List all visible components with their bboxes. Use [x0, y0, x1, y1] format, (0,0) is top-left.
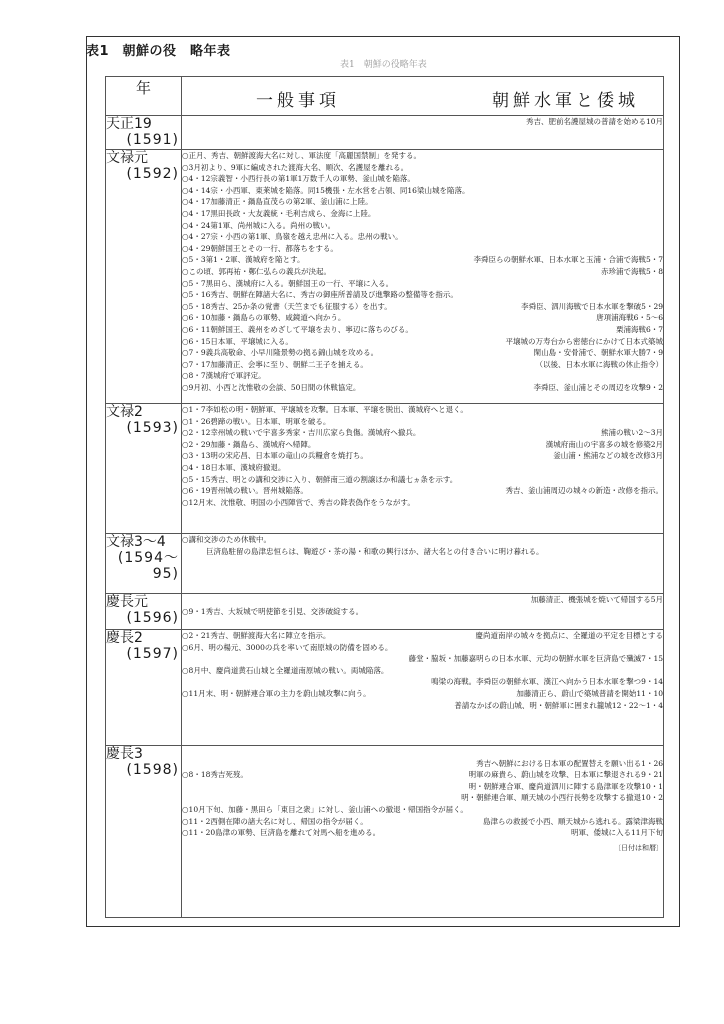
- general-event-text: ○3・13明の宋応昌、日本軍の竜山の兵糧倉を焼打ち。: [182, 451, 368, 461]
- event-line: [182, 665, 663, 677]
- era-name: 慶長2: [106, 630, 143, 646]
- era-name: 文禄元: [106, 150, 148, 166]
- year-cell: [106, 746, 182, 918]
- era-name: 天正19: [106, 116, 152, 132]
- navy-event-text: 秀吉、釜山浦周辺の城々の新造・改修を指示。: [503, 485, 664, 497]
- events-cell: [182, 534, 664, 594]
- general-event-text: ○5・16秀吉、朝鮮在陣諸大名に、秀吉の御座所普請及び進撃路の整備等を指示。: [182, 290, 458, 300]
- date-note: 〔日付は和暦〕: [614, 843, 663, 852]
- era-name: 慶長3: [106, 746, 143, 762]
- table-row: [106, 630, 664, 746]
- general-event-text: ○10月下旬、加藤・黒田ら「東目之衆」に対し、釜山浦への撤退・帰国指令が届く。: [182, 804, 468, 814]
- general-event-text: ○正月、秀吉、朝鮮渡海大名に対し、軍法度「高麗国禁制」を発する。: [182, 151, 422, 160]
- event-line: [182, 439, 663, 451]
- event-line: [182, 462, 663, 474]
- event-line: [182, 301, 663, 313]
- navy-event-text: （以後、日本水軍に海戦の休止指令）: [533, 359, 664, 371]
- general-event-text: ○2・12幸州城の戦いで宇喜多秀家・吉川広家ら負傷。漢城府へ撤兵。: [182, 428, 421, 438]
- navy-event-text: 熊浦の戦い2〜3月: [598, 427, 663, 439]
- table-caption: 表1 朝鮮の役 略年表: [86, 44, 231, 59]
- year-cell: [106, 594, 182, 630]
- general-event-text: ○6・15日本軍、平壌城に入る。: [182, 336, 293, 346]
- event-line: [182, 792, 663, 804]
- event-line: [182, 116, 663, 128]
- navy-event-text: 釜山浦・熊浦などの城を改修3月: [550, 450, 663, 462]
- event-line: [182, 769, 663, 781]
- event-line: [182, 653, 663, 665]
- general-event-text: ○2・29加藤・鍋島ら、漢城府へ帰陣。: [182, 439, 316, 449]
- event-line: [182, 289, 663, 301]
- event-line: [182, 758, 663, 770]
- table-row: [106, 534, 664, 594]
- general-event-text: ○4・24第1軍、尚州城に入る。尚州の戦い。: [182, 220, 336, 230]
- navy-event-text: 唐項浦海戦6・5〜6: [593, 312, 663, 324]
- general-event-text: ○9・1秀吉、大坂城で明使節を引見、交渉破綻する。: [182, 606, 364, 616]
- general-event-text: ○4・17黒田長政・大友義統・毛利吉成ら、金海に上陸。: [182, 208, 376, 218]
- event-line: [182, 266, 663, 278]
- navy-event-text: 赤珍浦で海戦5・8: [598, 266, 663, 278]
- general-event-text: 巨済島駐留の島津忠恒らは、鞠遊び・茶の湯・和歌の興行ほか、諸大名との付き合いに明け暮れる。: [206, 546, 544, 556]
- general-event-text: ○6・10加藤・鍋島らの軍勢、咸鏡道へ向かう。: [182, 313, 346, 323]
- event-line: [182, 404, 663, 416]
- event-line: [182, 162, 663, 174]
- era-name: 文禄2: [106, 404, 143, 420]
- event-line: [182, 150, 663, 162]
- general-event-text: ○9月初、小西と沈惟敬の会談、50日間の休戦協定。: [182, 382, 361, 392]
- navy-event-text: 明・朝鮮連合軍、順天城の小西行長勢を攻撃する撤退10・2: [458, 792, 663, 804]
- year-cell: [106, 116, 182, 150]
- event-line: [182, 220, 663, 232]
- event-line: [182, 688, 663, 700]
- event-line: [182, 243, 663, 255]
- general-event-text: ○この頃、郭再祐・鄭仁弘らの義兵が決起。: [182, 266, 332, 276]
- event-line: [182, 827, 663, 839]
- event-line: [182, 196, 663, 208]
- header-events: [182, 77, 664, 116]
- event-line: [182, 382, 663, 394]
- event-line: [182, 746, 663, 758]
- general-event-text: ○8月中、慶尚道黄石山城と全羅道南原城の戦い。両城陥落。: [182, 665, 389, 675]
- event-line: [182, 208, 663, 220]
- general-event-text: ○4・12宗義智・小西行長の第1軍1万数千人の軍勢、釜山城を陥落。: [182, 174, 415, 184]
- general-event-text: ○1・7李如松の明・朝鮮軍、平壌城を攻撃。日本軍、平壌を脱出、漢城府へと退く。: [182, 405, 468, 414]
- general-event-text: ○5・7黒田ら、漢城府に入る。朝鮮国王の一行、平壌に入る。: [182, 278, 394, 288]
- general-event-text: ○4・17加藤清正・鍋島直茂らの第2軍、釜山浦に上陸。: [182, 197, 373, 207]
- event-line: [182, 185, 663, 197]
- gregorian-year: (1598): [126, 762, 179, 778]
- general-event-text: ○講和交渉のため休戦中。: [182, 535, 272, 544]
- event-line: [182, 534, 663, 546]
- events-cell: [182, 594, 664, 630]
- event-line: [182, 427, 663, 439]
- navy-event-text: 秀吉、肥前名護屋城の普請を始める10月: [523, 116, 663, 128]
- table-row: [106, 116, 664, 150]
- general-event-text: ○11・20島津の軍勢、巨済島を離れて対馬へ船を進める。: [182, 828, 381, 838]
- event-line: [182, 254, 663, 266]
- general-event-text: ○8・7漢城府で軍評定。: [182, 371, 266, 381]
- event-line: [182, 416, 663, 428]
- navy-event-text: 閑山島・安骨浦で、朝鮮水軍大勝7・9: [531, 347, 663, 359]
- table-row: [106, 594, 664, 630]
- gregorian-year: (1594〜95): [117, 550, 179, 582]
- event-line: [182, 324, 663, 336]
- general-event-text: ○4・27宗・小西の第1軍、鳥嶺を越え忠州に入る。忠州の戦い。: [182, 232, 403, 242]
- header-year: 年: [106, 77, 182, 116]
- table-row: [106, 404, 664, 534]
- general-event-text: ○11・2西側在陣の諸大名に対し、帰国の指令が届く。: [182, 816, 368, 826]
- navy-event-text: 李舜臣、泗川海戦で日本水軍を撃破5・29: [518, 301, 663, 313]
- event-line: [182, 630, 663, 642]
- event-line: [182, 485, 663, 497]
- navy-event-text: 明軍、倭城に入る11月下旬: [568, 827, 663, 839]
- events-cell: [182, 404, 664, 534]
- event-line: [182, 497, 663, 509]
- event-line: [182, 347, 663, 359]
- event-line: [182, 278, 663, 290]
- general-event-text: ○12月末、沈惟敬、明国の小西陣営で、秀吉の降表偽作をうながす。: [182, 497, 415, 507]
- event-line: [182, 781, 663, 793]
- general-event-text: ○3月初より、9軍に編成された渡海大名、順次、名護屋を離れる。: [182, 162, 409, 172]
- era-name: 慶長元: [106, 594, 148, 610]
- navy-event-text: 鳴梁の海戦。李舜臣の朝鮮水軍、漢江へ向かう日本水軍を撃つ9・14: [428, 676, 663, 688]
- navy-event-text: 李舜臣、釜山浦とその周辺を攻撃9・2: [530, 382, 663, 394]
- general-event-text: ○5・18秀吉、25か条の覚書（天竺までも征服する）を出す。: [182, 301, 392, 311]
- navy-event-text: 明・朝鮮連合軍、慶尚道泗川に陣する島津軍を攻撃10・1: [466, 781, 663, 793]
- navy-event-text: 加藤清正、機張城を焼いて帰国する5月: [528, 594, 663, 606]
- general-event-text: ○4・14宗・小西軍、東莱城を陥落。同15機張・左水営を占領、同16梁山城を陥落。: [182, 185, 470, 195]
- event-line: [182, 546, 663, 558]
- general-event-text: ○4・18日本軍、漢城府撤退。: [182, 462, 286, 472]
- event-line: [182, 370, 663, 382]
- gregorian-year: (1596): [126, 610, 179, 626]
- navy-event-text: 藤堂・脇坂・加藤嘉明らの日本水軍、元均の朝鮮水軍を巨済島で殲滅7・15: [406, 653, 663, 665]
- navy-event-text: 島津らの救援で小西、順天城から逃れる。露梁津海戦: [480, 816, 663, 828]
- year-cell: [106, 404, 182, 534]
- chronology-table: [105, 76, 664, 918]
- year-cell: [106, 630, 182, 746]
- gregorian-year: (1592): [126, 166, 179, 182]
- faint-table-title: 表1 朝鮮の役略年表: [340, 60, 427, 70]
- general-event-text: ○1・26碧蹄の戦い。日本軍、明軍を破る。: [182, 416, 331, 426]
- event-line: [182, 594, 663, 606]
- era-name: 文禄3〜4: [106, 534, 166, 550]
- event-line: [182, 700, 663, 712]
- navy-event-text: 栗浦海戦6・7: [613, 324, 663, 336]
- event-line: [182, 816, 663, 828]
- events-cell: [182, 150, 664, 404]
- event-line: [182, 231, 663, 243]
- events-cell: [182, 746, 664, 918]
- navy-event-text: 加藤清正ら、蔚山で築城普請を開始11・10: [513, 688, 663, 700]
- event-line: [182, 173, 663, 185]
- general-event-text: ○6・11朝鮮国王、義州をめざして平壌を去り、寧辺に落ちのびる。: [182, 324, 413, 334]
- general-event-text: ○5・3第1・2軍、漢城府を陥とす。: [182, 255, 305, 265]
- gregorian-year: (1591): [126, 132, 179, 148]
- general-event-text: ○4・29朝鮮国王とその一行、都落ちをする。: [182, 243, 338, 253]
- event-line: [182, 336, 663, 348]
- general-event-text: ○5・15秀吉、明との講和交渉に入り、朝鮮南三道の割譲ほか和議七ヵ条を示す。: [182, 474, 458, 484]
- navy-event-text: 慶尚道南岸の城々を拠点に、全羅道の平定を目標とする: [473, 630, 664, 642]
- event-line: [182, 474, 663, 486]
- gregorian-year: (1597): [126, 646, 179, 662]
- gregorian-year: (1593): [126, 420, 179, 436]
- general-event-text: ○7・17加藤清正、会寧に至り、朝鮮二王子を捕える。: [182, 359, 368, 369]
- event-line: [182, 312, 663, 324]
- event-line: [182, 804, 663, 816]
- navy-event-text: 平壌城の万寿台から密徳台にかけて日本式築城: [503, 336, 664, 348]
- navy-event-text: 秀吉へ朝鮮における日本軍の配置替えを願い出る1・26: [473, 758, 663, 770]
- events-cell: [182, 630, 664, 746]
- event-line: [182, 642, 663, 654]
- event-line: [182, 606, 663, 618]
- header-navy: 朝鮮水軍と倭城: [492, 91, 639, 111]
- event-line: [182, 359, 663, 371]
- general-event-text: ○11月末、明・朝鮮連合軍の主力を蔚山城攻撃に向う。: [182, 688, 371, 698]
- general-event-text: ○8・18秀吉死歿。: [182, 770, 248, 780]
- general-event-text: ○2・21秀吉、朝鮮渡海大名に陣立を指示。: [182, 631, 331, 640]
- table-row: [106, 746, 664, 918]
- event-line: [182, 676, 663, 688]
- year-cell: [106, 534, 182, 594]
- navy-event-text: 普請なかばの蔚山城、明・朝鮮軍に囲まれ籠城12・22〜1・4: [451, 700, 663, 712]
- year-cell: [106, 150, 182, 404]
- header-general: 一般事項: [256, 91, 340, 111]
- navy-event-text: 漢城府南山の宇喜多の城を修築2月: [543, 439, 663, 451]
- events-cell: [182, 116, 664, 150]
- navy-event-text: 明軍の麻貴ら、蔚山城を攻撃、日本軍に撃退される9・21: [466, 769, 663, 781]
- navy-event-text: 李舜臣らの朝鮮水軍、日本水軍と玉浦・合浦で海戦5・7: [470, 254, 663, 266]
- general-event-text: ○6・19晋州城の戦い。晋州城陥落。: [182, 486, 308, 496]
- header-row: [106, 77, 664, 116]
- general-event-text: ○7・9義兵高敬命、小早川隆景勢の拠る錦山城を攻める。: [182, 348, 379, 358]
- event-line: [182, 450, 663, 462]
- general-event-text: ○6月、明の楊元、3000の兵を率いて南原城の防備を固める。: [182, 642, 393, 652]
- table-row: [106, 150, 664, 404]
